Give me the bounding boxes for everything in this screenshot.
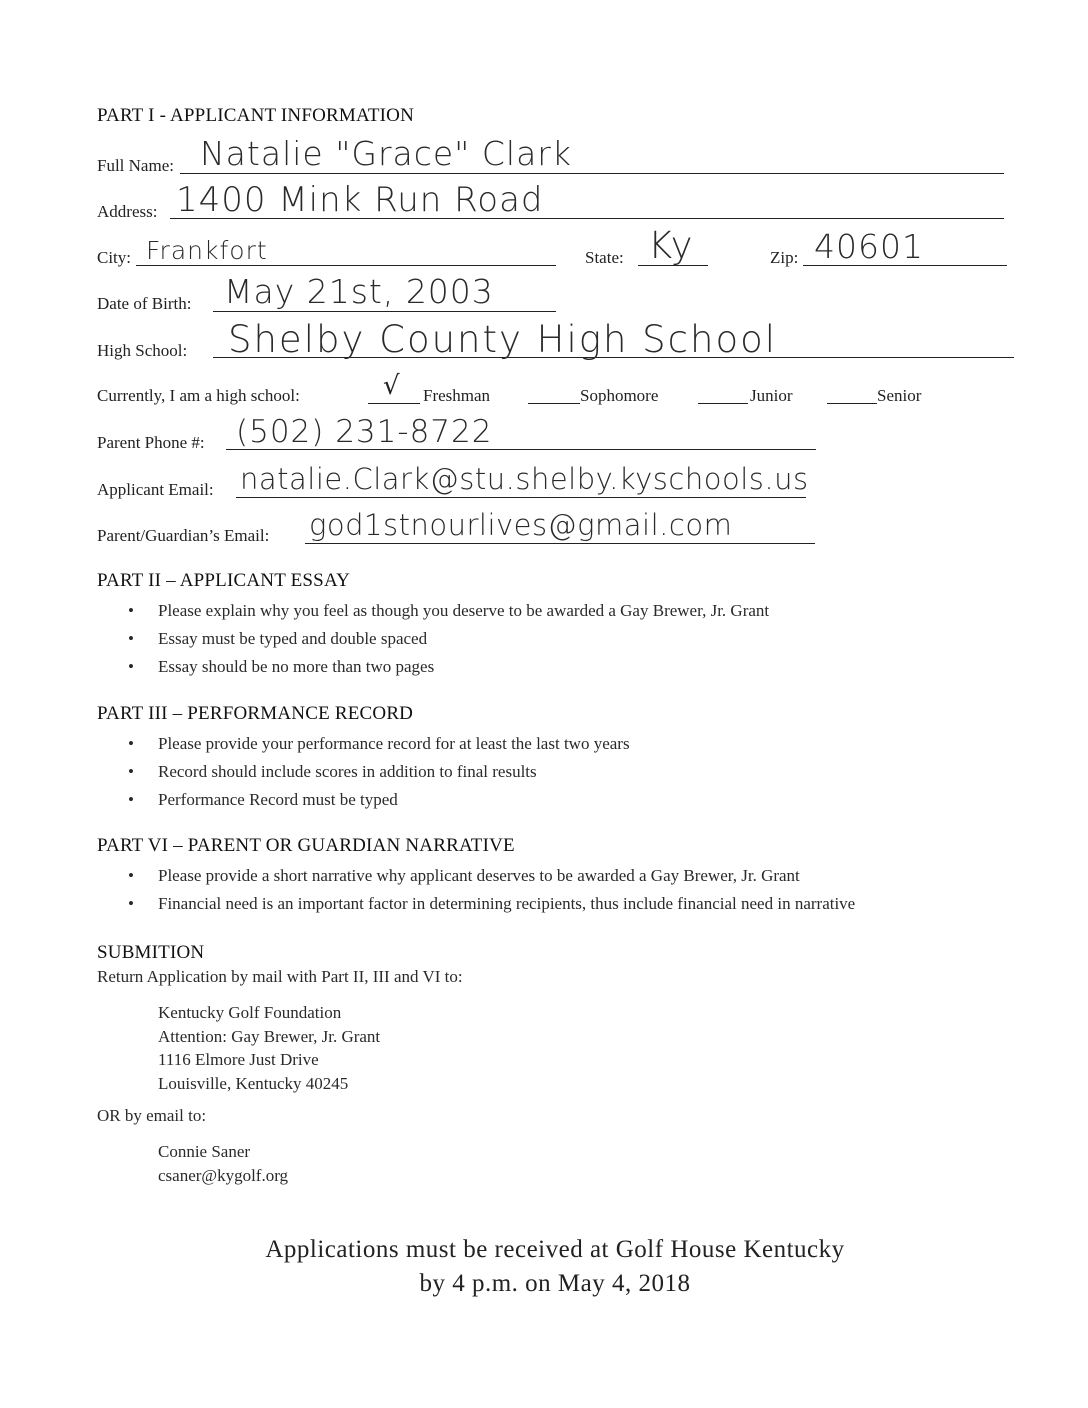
sophomore-line[interactable] — [528, 403, 580, 404]
or-email-text: OR by email to: — [97, 1106, 207, 1125]
part1-heading: PART I - APPLICANT INFORMATION — [97, 105, 415, 126]
address-line-3: 1116 Elmore Just Drive — [158, 1050, 319, 1069]
full-name-line — [180, 173, 1004, 174]
parent-email-value[interactable]: god1stnourlives@gmail.com — [309, 508, 733, 542]
address-line-4: Louisville, Kentucky 40245 — [158, 1073, 349, 1093]
part6-list — [128, 862, 855, 918]
part2-list — [128, 597, 769, 681]
contact-name: Connie Saner — [158, 1142, 251, 1161]
junior-line[interactable] — [698, 403, 748, 404]
deadline-line-2: by 4 p.m. on May 4, 2018 — [419, 1270, 691, 1297]
full-name-label: Full Name: — [97, 156, 174, 175]
submission-heading: SUBMITION — [97, 942, 205, 963]
part2-heading: PART II – APPLICANT ESSAY — [97, 570, 351, 591]
list-item: • Performance Record must be typed — [128, 786, 630, 814]
part3-heading: PART III – PERFORMANCE RECORD — [97, 703, 414, 724]
deadline-line-1: Applications must be received at Golf House Kentucky — [265, 1236, 845, 1263]
parent-email-line — [305, 543, 815, 544]
list-item: • Record should include scores in addition to final results — [128, 758, 630, 786]
high-school-value[interactable]: Shelby County High School — [228, 318, 778, 361]
senior-line[interactable] — [827, 403, 877, 404]
parent-phone-value[interactable]: (502) 231-8722 — [236, 414, 493, 450]
grade-label: Currently, I am a high school: — [97, 386, 300, 405]
freshman-check-mark[interactable]: √ — [383, 371, 400, 401]
parent-email-label: Parent/Guardian’s Email: — [97, 526, 270, 545]
zip-value[interactable]: 40601 — [814, 227, 924, 266]
grade-senior: Senior — [877, 386, 922, 405]
list-item: • Please provide a short narrative why applicant deserves to be awarded a Gay Brewer, Jr. Grant — [128, 862, 855, 890]
part6-heading: PART VI – PARENT OR GUARDIAN NARRATIVE — [97, 835, 515, 856]
address-line-2: Attention: Gay Brewer, Jr. Grant — [158, 1026, 381, 1046]
address-line-1: Kentucky Golf Foundation — [158, 1003, 342, 1022]
parent-phone-label: Parent Phone #: — [97, 433, 205, 452]
applicant-email-label: Applicant Email: — [97, 480, 214, 499]
state-label: State: — [585, 248, 624, 267]
full-name-value[interactable]: Natalie "Grace" Clark — [200, 134, 572, 173]
grade-freshman: Freshman — [423, 386, 491, 405]
list-item: • Please explain why you feel as though you deserve to be awarded a Gay Brewer, Jr. Grant — [128, 597, 769, 625]
grade-sophomore: Sophomore — [580, 386, 659, 405]
submission-intro: Return Application by mail with Part II, III and VI to: — [97, 967, 463, 986]
dob-value[interactable]: May 21st, 2003 — [224, 272, 494, 311]
city-value[interactable]: Frankfort — [146, 236, 268, 265]
state-value[interactable]: Ky — [648, 224, 694, 267]
list-item: • Financial need is an important factor in determining recipients, thus include financial need in narrative — [128, 890, 855, 918]
list-item: • Essay must be typed and double spaced — [128, 625, 769, 653]
grade-junior: Junior — [750, 386, 793, 405]
city-label: City: — [97, 248, 132, 267]
mailing-address — [158, 1001, 380, 1095]
dob-label: Date of Birth: — [97, 294, 192, 313]
zip-label: Zip: — [770, 248, 799, 267]
email-contact — [158, 1140, 288, 1187]
address-value[interactable]: 1400 Mink Run Road — [176, 180, 544, 220]
dob-line — [213, 311, 556, 312]
list-item: • Essay should be no more than two pages — [128, 653, 769, 681]
list-item: • Please provide your performance record for at least the last two years — [128, 730, 630, 758]
high-school-label: High School: — [97, 341, 188, 360]
city-line — [136, 265, 556, 266]
freshman-line — [368, 403, 420, 404]
applicant-email-value[interactable]: natalie.Clark@stu.shelby.kyschools.us — [240, 462, 809, 496]
applicant-email-line — [236, 497, 806, 498]
part3-list — [128, 730, 630, 814]
address-label: Address: — [97, 202, 158, 221]
contact-email[interactable]: csaner@kygolf.org — [158, 1165, 289, 1185]
